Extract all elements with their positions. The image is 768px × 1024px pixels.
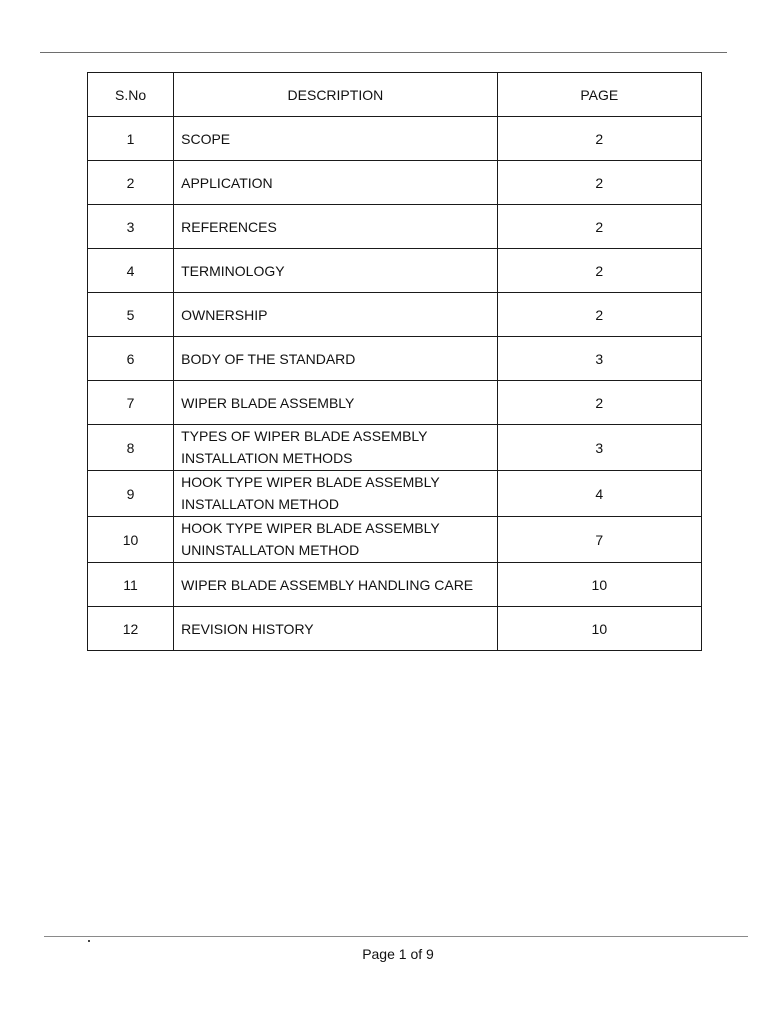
row-page: 3	[497, 337, 701, 381]
row-description	[174, 337, 498, 381]
description-line: INSTALLATION METHODS	[181, 450, 353, 466]
description-line: WIPER BLADE ASSEMBLY HANDLING CARE	[181, 576, 474, 593]
row-sno: 2	[88, 161, 174, 205]
row-page: 2	[497, 205, 701, 249]
description-line: SCOPE	[181, 130, 231, 147]
row-sno: 3	[88, 205, 174, 249]
row-sno: 1	[88, 117, 174, 161]
description-line: TYPES OF WIPER BLADE ASSEMBLY	[181, 428, 428, 444]
table-body	[88, 117, 702, 651]
table-row	[88, 249, 702, 293]
row-description	[174, 471, 498, 517]
row-description	[174, 425, 498, 471]
row-description	[174, 517, 498, 563]
table-row	[88, 117, 702, 161]
description-line: REFERENCES	[181, 218, 277, 235]
row-page: 2	[497, 161, 701, 205]
row-page: 2	[497, 381, 701, 425]
description-line: OWNERSHIP	[181, 306, 268, 323]
table-row	[88, 517, 702, 563]
row-sno: 7	[88, 381, 174, 425]
table-row	[88, 337, 702, 381]
row-page: 7	[497, 517, 701, 563]
row-description	[174, 381, 498, 425]
description-line: INSTALLATON METHOD	[181, 496, 340, 512]
description-line: HOOK TYPE WIPER BLADE ASSEMBLY	[181, 520, 440, 536]
row-description	[174, 117, 498, 161]
column-header-page: PAGE	[497, 73, 701, 117]
row-sno: 11	[88, 563, 174, 607]
description-line: TERMINOLOGY	[181, 262, 285, 279]
row-sno: 6	[88, 337, 174, 381]
column-header-description: DESCRIPTION	[174, 73, 498, 117]
row-sno: 5	[88, 293, 174, 337]
row-page: 10	[497, 563, 701, 607]
row-page: 2	[497, 249, 701, 293]
row-description	[174, 205, 498, 249]
table-row	[88, 161, 702, 205]
table-row	[88, 563, 702, 607]
description-line: HOOK TYPE WIPER BLADE ASSEMBLY	[181, 474, 440, 490]
column-header-sno: S.No	[88, 73, 174, 117]
row-sno: 8	[88, 425, 174, 471]
table-row	[88, 607, 702, 651]
row-page: 4	[497, 471, 701, 517]
header-divider	[40, 52, 727, 53]
row-page: 3	[497, 425, 701, 471]
row-description	[174, 293, 498, 337]
row-page: 2	[497, 117, 701, 161]
table-row	[88, 381, 702, 425]
row-sno: 12	[88, 607, 174, 651]
table-row	[88, 205, 702, 249]
row-description	[174, 161, 498, 205]
row-sno: 10	[88, 517, 174, 563]
description-line: UNINSTALLATON METHOD	[181, 542, 360, 558]
row-page: 10	[497, 607, 701, 651]
description-line: WIPER BLADE ASSEMBLY	[181, 394, 355, 411]
table-of-contents	[87, 72, 702, 651]
row-sno: 4	[88, 249, 174, 293]
description-line: APPLICATION	[181, 174, 273, 191]
table-header-row	[88, 73, 702, 117]
row-description	[174, 249, 498, 293]
description-line: REVISION HISTORY	[181, 620, 314, 637]
footer-dot	[88, 940, 90, 942]
row-description	[174, 607, 498, 651]
row-page: 2	[497, 293, 701, 337]
table-row	[88, 293, 702, 337]
footer-divider	[44, 936, 748, 937]
table-row	[88, 425, 702, 471]
description-line: BODY OF THE STANDARD	[181, 350, 356, 367]
page-number-label: Page 1 of 9	[362, 946, 434, 962]
table-row	[88, 471, 702, 517]
row-description	[174, 563, 498, 607]
row-sno: 9	[88, 471, 174, 517]
